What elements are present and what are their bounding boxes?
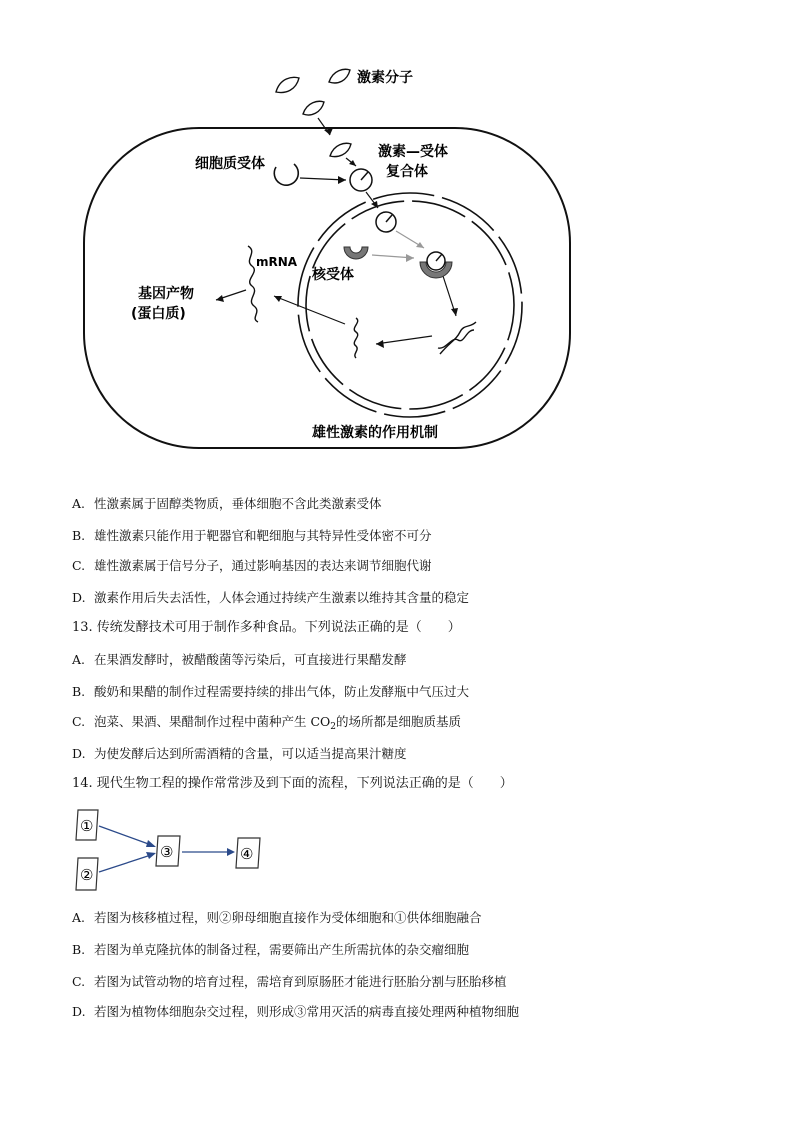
option-label: A. bbox=[72, 910, 86, 925]
option-label: D. bbox=[72, 746, 86, 761]
co2-subscript: 2 bbox=[330, 722, 337, 732]
q14-stem: 14. 现代生物工程的操作常常涉及到下面的流程，下列说法正确的是（ ） bbox=[72, 776, 513, 791]
option-label: C. bbox=[72, 974, 86, 989]
flow-label-2: ② bbox=[80, 866, 94, 884]
option-label: A. bbox=[72, 652, 86, 667]
q13-stem: 13. 传统发酵技术可用于制作多种食品。下列说法正确的是（ ） bbox=[72, 620, 461, 635]
option-label: B. bbox=[72, 528, 86, 543]
nuclear-receptor-label: 核受体 bbox=[312, 267, 354, 283]
q14-option-d bbox=[72, 1004, 519, 1020]
hormone-molecule-label: 激素分子 bbox=[357, 70, 413, 86]
option-text: 若图为试管动物的培育过程，需培育到原肠胚才能进行胚胎分割与胚胎移植 bbox=[94, 974, 507, 989]
option-text: 雄性激素属于信号分子，通过影响基因的表达来调节细胞代谢 bbox=[94, 558, 432, 573]
option-text: 雄性激素只能作用于靶器官和靶细胞与其特异性受体密不可分 bbox=[94, 528, 432, 543]
option-text: 若图为植物体细胞杂交过程，则形成③常用灭活的病毒直接处理两种植物细胞 bbox=[94, 1004, 520, 1019]
complex-label-line1: 激素—受体 bbox=[378, 144, 448, 160]
diagram-caption: 雄性激素的作用机制 bbox=[312, 425, 438, 441]
option-text: 若图为单克隆抗体的制备过程，需要筛出产生所需抗体的杂交瘤细胞 bbox=[94, 942, 470, 957]
option-text: 的场所都是细胞质基质 bbox=[336, 714, 462, 729]
option-text: 在果酒发酵时，被醋酸菌等污染后，可直接进行果醋发酵 bbox=[94, 652, 407, 667]
q14-option-b bbox=[72, 942, 469, 958]
option-label: D. bbox=[72, 1004, 86, 1019]
gene-product-label-line2: (蛋白质) bbox=[131, 306, 186, 322]
cytoplasm-receptor-label: 细胞质受体 bbox=[195, 156, 265, 172]
option-text: 为使发酵后达到所需酒精的含量，可以适当提高果汁糖度 bbox=[94, 746, 407, 761]
option-label: C. bbox=[72, 714, 86, 729]
option-label: B. bbox=[72, 942, 86, 957]
flow-label-1: ① bbox=[80, 817, 94, 835]
gene-product-label-line1: 基因产物 bbox=[138, 286, 194, 302]
option-text: 泡菜、果酒、果醋制作过程中菌种产生 CO bbox=[94, 714, 331, 729]
mrna-label: mRNA bbox=[256, 255, 298, 269]
option-label: C. bbox=[72, 558, 86, 573]
option-text: 酸奶和果醋的制作过程需要持续的排出气体，防止发酵瓶中气压过大 bbox=[94, 684, 470, 699]
flow-label-3: ③ bbox=[160, 843, 174, 861]
flow-label-4: ④ bbox=[240, 845, 254, 863]
option-label: D. bbox=[72, 590, 86, 605]
complex-label-line2: 复合体 bbox=[386, 164, 428, 180]
q14-option-a bbox=[72, 910, 482, 926]
option-text: 若图为核移植过程，则②卵母细胞直接作为受体细胞和①供体细胞融合 bbox=[94, 910, 482, 925]
option-text: 激素作用后失去活性，人体会通过持续产生激素以维持其含量的稳定 bbox=[94, 590, 470, 605]
option-text: 性激素属于固醇类物质，垂体细胞不含此类激素受体 bbox=[94, 496, 382, 511]
option-label: B. bbox=[72, 684, 86, 699]
option-label: A. bbox=[72, 496, 86, 511]
q14-option-c bbox=[72, 974, 507, 990]
